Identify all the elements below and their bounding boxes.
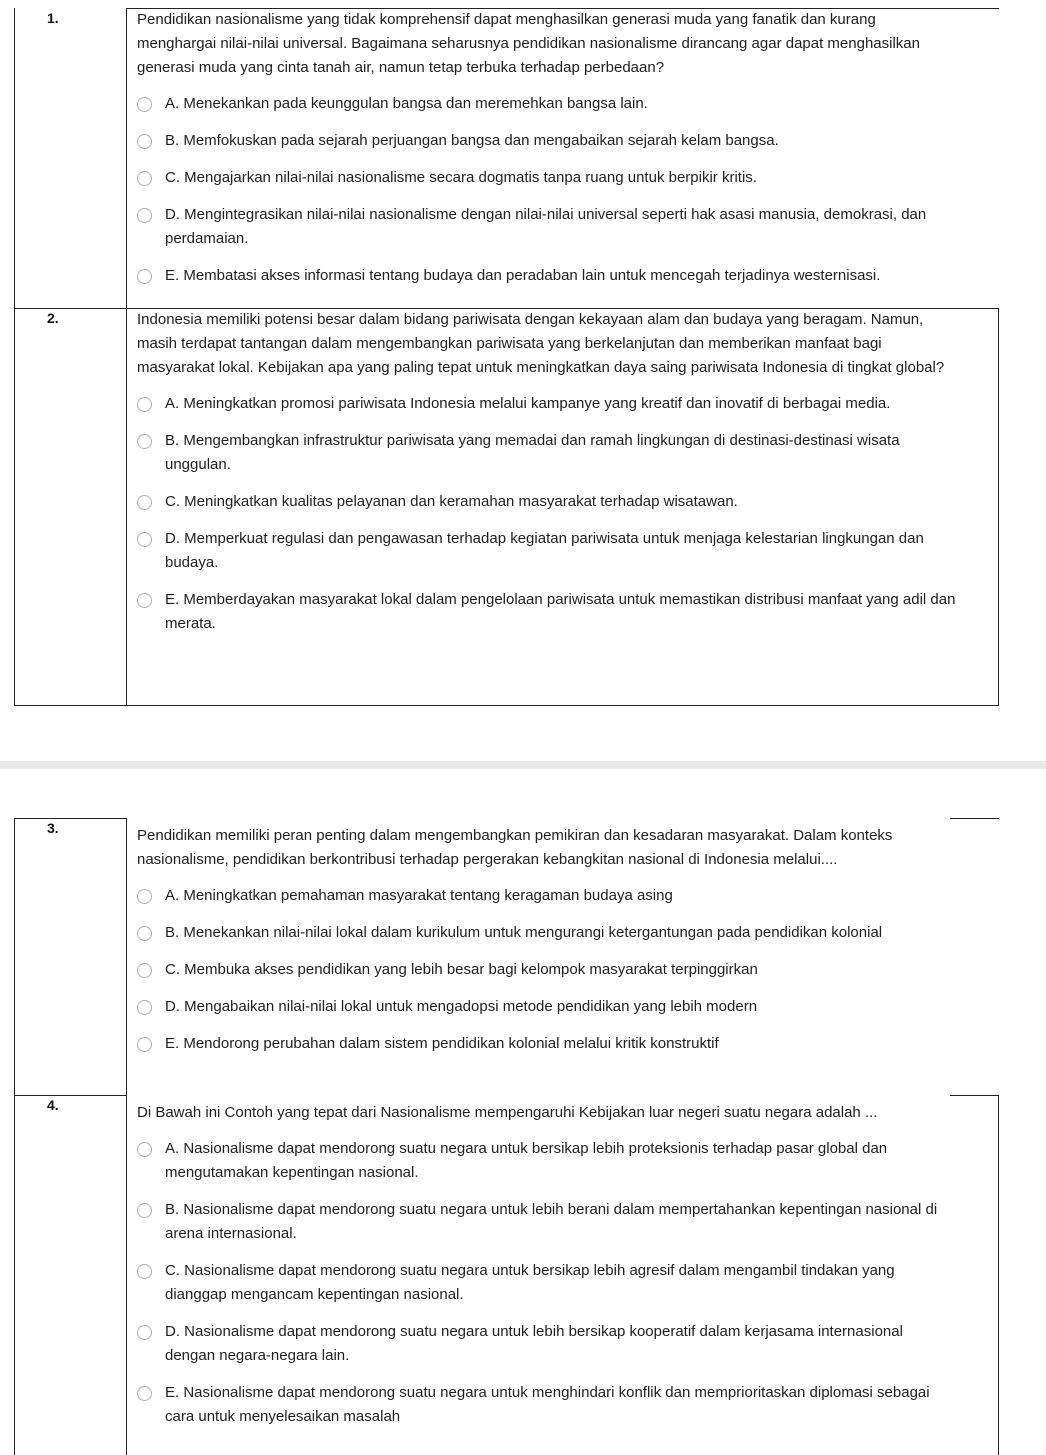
option-label: A. Nasionalisme dapat mendorong suatu negara untuk bersikap lebih proteksionis terhadap pasar global dan mengutamakan kepentingan nasional. (165, 1140, 888, 1181)
option-a[interactable] (137, 1137, 957, 1185)
radio-button[interactable] (137, 97, 152, 112)
question-number: 3. (47, 820, 59, 836)
radio-button[interactable] (137, 1325, 152, 1340)
option-list (137, 1137, 957, 1429)
question-block-2 (14, 818, 998, 1448)
option-b[interactable] (137, 1198, 957, 1246)
radio-button[interactable] (137, 1264, 152, 1279)
question-3 (14, 818, 998, 1095)
radio-button[interactable] (137, 926, 152, 941)
radio-button[interactable] (137, 434, 152, 449)
option-b[interactable] (137, 129, 957, 153)
option-label: E. Mendorong perubahan dalam sistem pendidikan kolonial melalui kritik konstruktif (165, 1035, 719, 1052)
question-number-cell (15, 818, 127, 1095)
radio-button[interactable] (137, 1386, 152, 1401)
radio-button[interactable] (137, 593, 152, 608)
question-content (137, 824, 957, 1069)
question-text: Pendidikan memiliki peran penting dalam mengembangkan pemikiran dan kesadaran masyarakat. Dalam konteks nasionalisme, pendidikan berkontribusi terhadap pergerakan kebangkitan nasional di Indonesia melalui.... (137, 827, 893, 868)
radio-button[interactable] (137, 134, 152, 149)
option-e[interactable] (137, 1032, 957, 1056)
option-list (137, 884, 957, 1056)
radio-button[interactable] (137, 1000, 152, 1015)
question-number: 2. (47, 310, 59, 326)
option-label: D. Mengabaikan nilai-nilai lokal untuk mengadopsi metode pendidikan yang lebih modern (165, 998, 758, 1015)
question-text: Indonesia memiliki potensi besar dalam bidang pariwisata dengan kekayaan alam dan budaya yang beragam. Namun, masih terdapat tantangan dalam mengembangkan pariwisata yang berkelanjutan dan memberikan manfaat bagi masyarakat lokal. Kebijakan apa yang paling tepat untuk meningkatkan daya saing pariwisata Indonesia di tingkat global? (137, 311, 945, 376)
option-a[interactable] (137, 392, 957, 416)
option-e[interactable] (137, 588, 957, 636)
question-block-1 (14, 8, 998, 706)
option-c[interactable] (137, 166, 957, 190)
question-number-cell (15, 8, 127, 308)
radio-button[interactable] (137, 397, 152, 412)
option-d[interactable] (137, 995, 957, 1019)
radio-button[interactable] (137, 208, 152, 223)
question-number: 4. (47, 1097, 59, 1113)
option-c[interactable] (137, 1259, 957, 1307)
option-label: C. Meningkatkan kualitas pelayanan dan keramahan masyarakat terhadap wisatawan. (165, 493, 738, 510)
option-label: E. Memberdayakan masyarakat lokal dalam pengelolaan pariwisata untuk memastikan distribusi manfaat yang adil dan merata. (165, 591, 956, 632)
option-c[interactable] (137, 490, 957, 514)
section-divider (0, 761, 1046, 769)
option-c[interactable] (137, 958, 957, 982)
option-list (137, 92, 957, 288)
question-4 (14, 1095, 999, 1455)
option-d[interactable] (137, 527, 957, 575)
option-label: A. Menekankan pada keunggulan bangsa dan meremehkan bangsa lain. (165, 95, 648, 112)
radio-button[interactable] (137, 1203, 152, 1218)
option-label: C. Membuka akses pendidikan yang lebih besar bagi kelompok masyarakat terpinggirkan (165, 961, 758, 978)
radio-button[interactable] (137, 532, 152, 547)
option-label: A. Meningkatkan pemahaman masyarakat tentang keragaman budaya asing (165, 887, 673, 904)
question-content (137, 308, 957, 649)
question-number: 1. (47, 10, 59, 26)
question-number-cell (15, 308, 127, 705)
radio-button[interactable] (137, 963, 152, 978)
question-number-cell (15, 1095, 127, 1455)
radio-button[interactable] (137, 269, 152, 284)
option-label: C. Mengajarkan nilai-nilai nasionalisme secara dogmatis tanpa ruang untuk berpikir kritis. (165, 169, 757, 186)
radio-button[interactable] (137, 495, 152, 510)
option-label: B. Memfokuskan pada sejarah perjuangan bangsa dan mengabaikan sejarah kelam bangsa. (165, 132, 779, 149)
option-list (137, 392, 957, 636)
radio-button[interactable] (137, 889, 152, 904)
option-e[interactable] (137, 1381, 957, 1429)
option-e[interactable] (137, 264, 957, 288)
question-text: Pendidikan nasionalisme yang tidak komprehensif dapat menghasilkan generasi muda yang fanatik dan kurang menghargai nilai-nilai universal. Bagaimana seharusnya pendidikan nasionalisme dirancang agar dapat menghasilkan generasi muda yang cinta tanah air, namun tetap terbuka terhadap perbedaan? (137, 11, 920, 76)
option-label: D. Memperkuat regulasi dan pengawasan terhadap kegiatan pariwisata untuk menjaga kelestarian lingkungan dan budaya. (165, 530, 924, 571)
option-d[interactable] (137, 203, 957, 251)
question-2 (14, 308, 999, 706)
option-label: B. Nasionalisme dapat mendorong suatu negara untuk lebih berani dalam mempertahankan kepentingan nasional di arena internasional. (165, 1201, 938, 1242)
question-text: Di Bawah ini Contoh yang tepat dari Nasionalisme mempengaruhi Kebijakan luar negeri suatu negara adalah ... (137, 1104, 878, 1121)
radio-button[interactable] (137, 1037, 152, 1052)
option-label: C. Nasionalisme dapat mendorong suatu negara untuk bersikap lebih agresif dalam mengambil tindakan yang dianggap mengancam kepentingan nasional. (165, 1262, 895, 1303)
question-content (137, 8, 957, 301)
option-a[interactable] (137, 884, 957, 908)
radio-button[interactable] (137, 1142, 152, 1157)
option-label: A. Meningkatkan promosi pariwisata Indonesia melalui kampanye yang kreatif dan inovatif di berbagai media. (165, 395, 891, 412)
radio-button[interactable] (137, 171, 152, 186)
option-label: B. Menekankan nilai-nilai lokal dalam kurikulum untuk mengurangi ketergantungan pada pendidikan kolonial (165, 924, 883, 941)
option-a[interactable] (137, 92, 957, 116)
option-label: E. Nasionalisme dapat mendorong suatu negara untuk menghindari konflik dan memprioritaskan diplomasi sebagai cara untuk menyelesaikan masalah (165, 1384, 930, 1425)
question-1 (14, 8, 998, 308)
option-b[interactable] (137, 429, 957, 477)
option-label: D. Nasionalisme dapat mendorong suatu negara untuk lebih bersikap kooperatif dalam kerjasama internasional dengan negara-negara lain. (165, 1323, 903, 1364)
option-label: E. Membatasi akses informasi tentang budaya dan peradaban lain untuk mencegah terjadinya westernisasi. (165, 267, 881, 284)
question-content (137, 1101, 957, 1442)
option-b[interactable] (137, 921, 957, 945)
option-label: D. Mengintegrasikan nilai-nilai nasionalisme dengan nilai-nilai universal seperti hak asasi manusia, demokrasi, dan perdamaian. (165, 206, 927, 247)
option-d[interactable] (137, 1320, 957, 1368)
option-label: B. Mengembangkan infrastruktur pariwisata yang memadai dan ramah lingkungan di destinasi-destinasi wisata unggulan. (165, 432, 900, 473)
